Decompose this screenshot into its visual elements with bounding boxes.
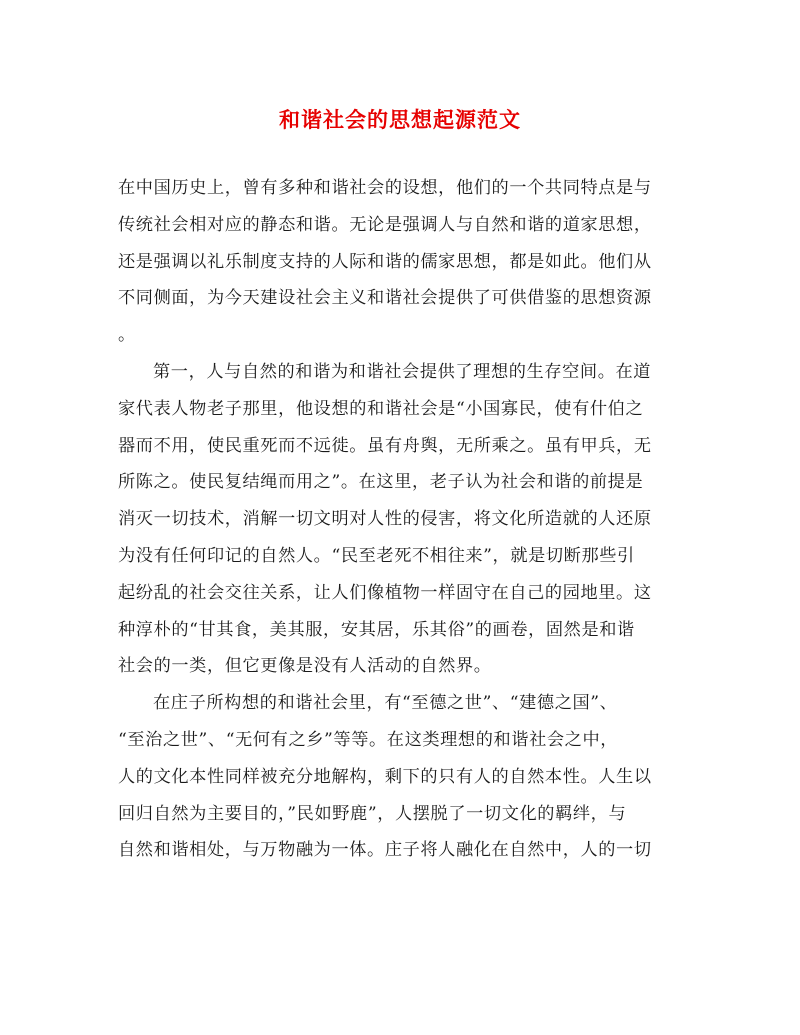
text-line: “至治之世”、“无何有之乡”等等。在这类理想的和谐社会之中， <box>118 729 619 750</box>
text-line: 传统社会相对应的静态和谐。无论是强调人与自然和谐的道家思想， <box>118 214 652 235</box>
text-line: 不同侧面，为今天建设社会主义和谐社会提供了可供借鉴的思想资源 <box>118 288 652 309</box>
text-line: 种淳朴的“甘其食，美其服，安其居，乐其俗”的画卷，固然是和谐 <box>118 619 635 640</box>
text-line: 社会的一类，但它更像是没有人活动的自然界。 <box>118 656 492 677</box>
text-line: 起纷乱的社会交往关系，让人们像植物一样固守在自己的园地里。这 <box>118 582 652 603</box>
text-line: 所陈之。使民复结绳而用之”。在这里，老子认为社会和谐的前提是 <box>118 472 644 493</box>
text-line: 在中国历史上，曾有多种和谐社会的设想，他们的一个共同特点是与 <box>118 178 652 198</box>
paragraph-3 <box>118 685 678 869</box>
text-line: 回归自然为主要目的，”民如野鹿”，人摆脱了一切文化的羁绊，与 <box>118 803 627 824</box>
text-line: 自然和谐相处，与万物融为一体。庄子将人融化在自然中，人的一切 <box>118 840 652 861</box>
text-line: 器而不用，使民重死而不远徙。虽有舟舆，无所乘之。虽有甲兵，无 <box>118 435 652 456</box>
document-title: 和谐社会的思想起源范文 <box>279 107 521 132</box>
text-line: 人的文化本性同样被充分地解构，剩下的只有人的自然本性。人生以 <box>118 766 652 787</box>
text-line: 第一，人与自然的和谐为和谐社会提供了理想的生存空间。在道 <box>153 361 652 382</box>
text-line: 在庄子所构想的和谐社会里，有“至德之世”、“建德之国”、 <box>153 693 618 714</box>
text-line: 家代表人物老子那里，他设想的和谐社会是“小国寡民，使有什伯之 <box>118 398 644 419</box>
text-line: 为没有任何印记的自然人。“民至老死不相往来”，就是切断那些引 <box>118 545 635 566</box>
text-line: 。 <box>118 325 136 346</box>
paragraph-1 <box>118 170 678 354</box>
paragraph-2 <box>118 354 678 685</box>
text-line: 还是强调以礼乐制度支持的人际和谐的儒家思想，都是如此。他们从 <box>118 251 652 272</box>
text-line: 消灭一切技术，消解一切文明对人性的侵害，将文化所造就的人还原 <box>118 509 652 530</box>
document-body <box>118 170 678 869</box>
